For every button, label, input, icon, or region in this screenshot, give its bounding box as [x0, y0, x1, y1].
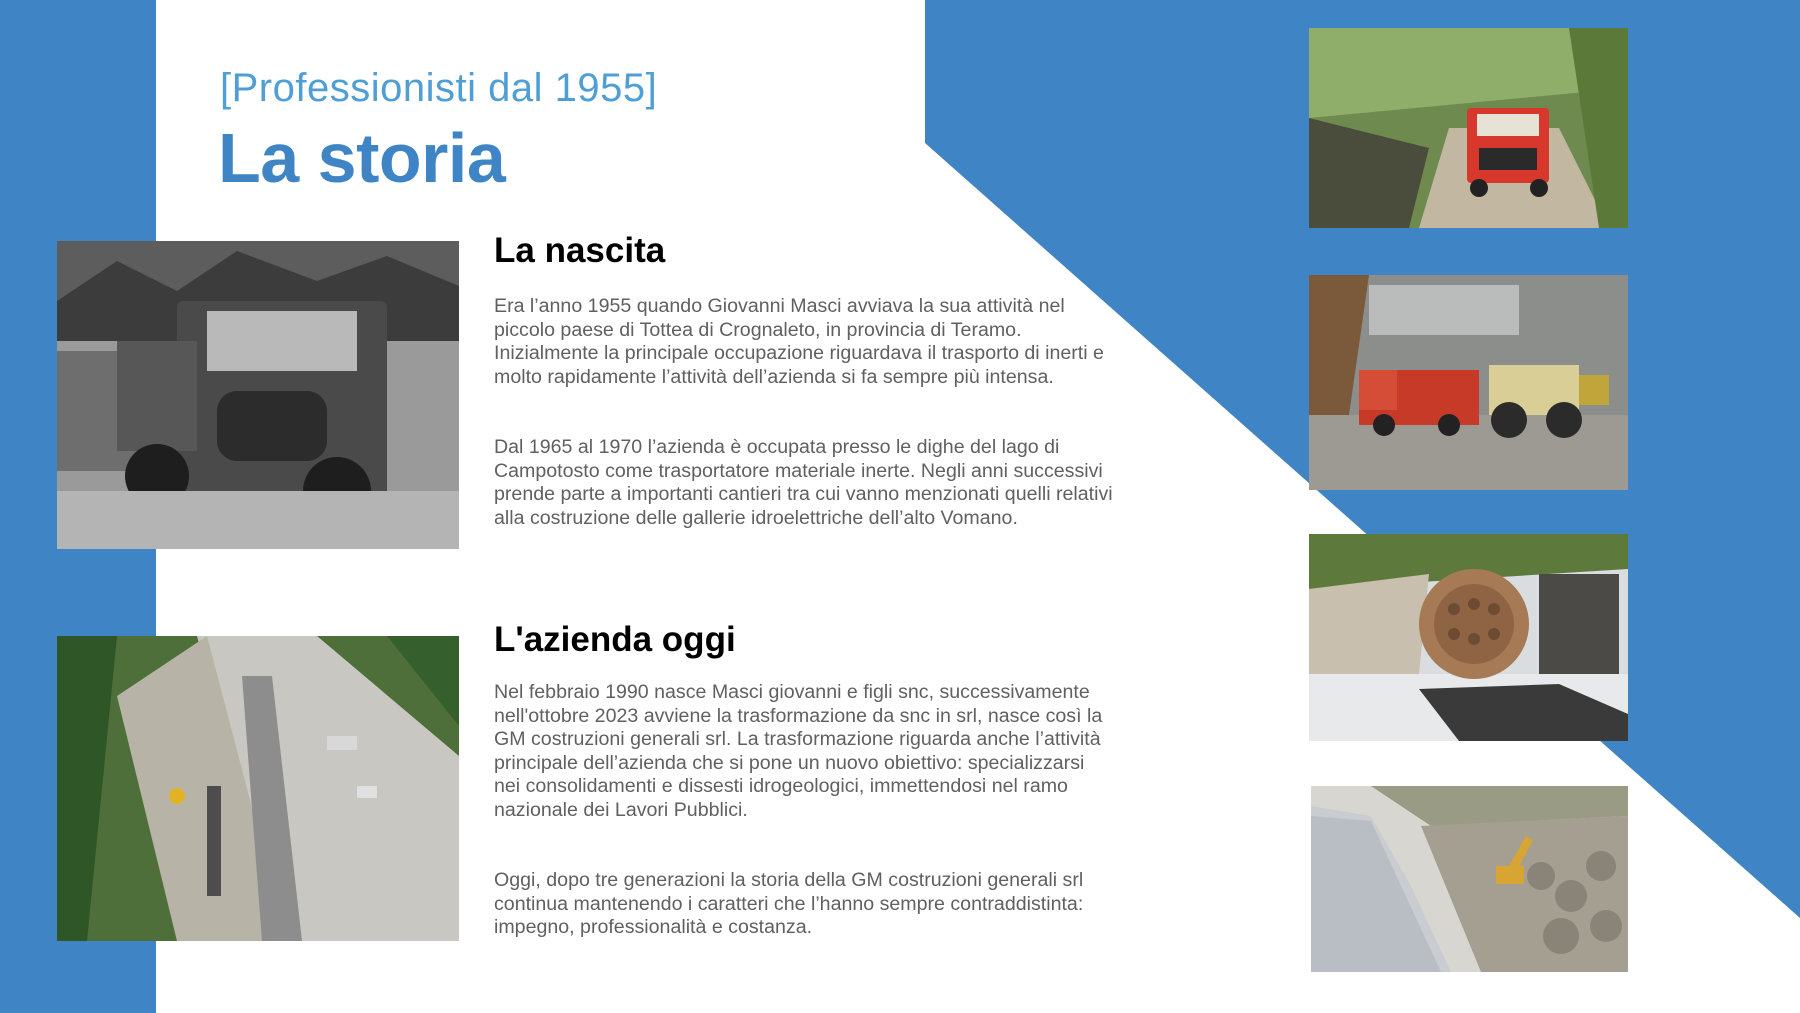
dump-truck-and-loader-photo	[1309, 275, 1628, 490]
paragraph-azienda-2: Oggi, dopo tre generazioni la storia della GM costruzioni generali srl continua mantenendo i caratteri che l’hanno sempre contraddistinta: impegno, professionalità e costanza.	[494, 869, 1084, 939]
historic-truck-photo	[57, 241, 459, 549]
aerial-construction-site-photo	[57, 636, 459, 941]
riverbank-excavator-photo	[1311, 786, 1628, 972]
page-title: La storia	[218, 119, 506, 197]
red-truck-forest-road-photo	[1309, 28, 1628, 228]
paragraph-nascita-2: Dal 1965 al 1970 l’azienda è occupata presso le dighe del lago di Campotosto come trasportatore materiale inerte. Negli anni successivi prende parte a importanti cantieri tra cui vanno menzionati quelli relativi alla costruzione delle gallerie idroelettriche dell’alto Vomano.	[494, 436, 1113, 529]
section-title-nascita: La nascita	[494, 231, 666, 270]
tunnel-boring-machine-photo	[1309, 534, 1628, 741]
section-title-azienda-oggi: L'azienda oggi	[494, 620, 736, 659]
paragraph-nascita-1: Era l’anno 1955 quando Giovanni Masci avviava la sua attività nel piccolo paese di Tottea di Crognaleto, in provincia di Teramo. Inizialmente la principale occupazione riguardava il trasporto di inerti e molto rapidamente l’attività dell’azienda si fa sempre più intensa.	[494, 295, 1104, 388]
paragraph-azienda-1: Nel febbraio 1990 nasce Masci giovanni e figli snc, successivamente nell'ottobre 2023 avviene la trasformazione da snc in srl, nasce così la GM costruzioni generali srl. La trasformazione riguarda anche l’attività principale dell’azienda che si pone un nuovo obiettivo: specializzarsi nei consolidamenti e dissesti idrogeologici, immettendosi nel ramo nazionale dei Lavori Pubblici.	[494, 681, 1103, 821]
eyebrow-tagline: [Professionisti dal 1955]	[220, 66, 658, 110]
